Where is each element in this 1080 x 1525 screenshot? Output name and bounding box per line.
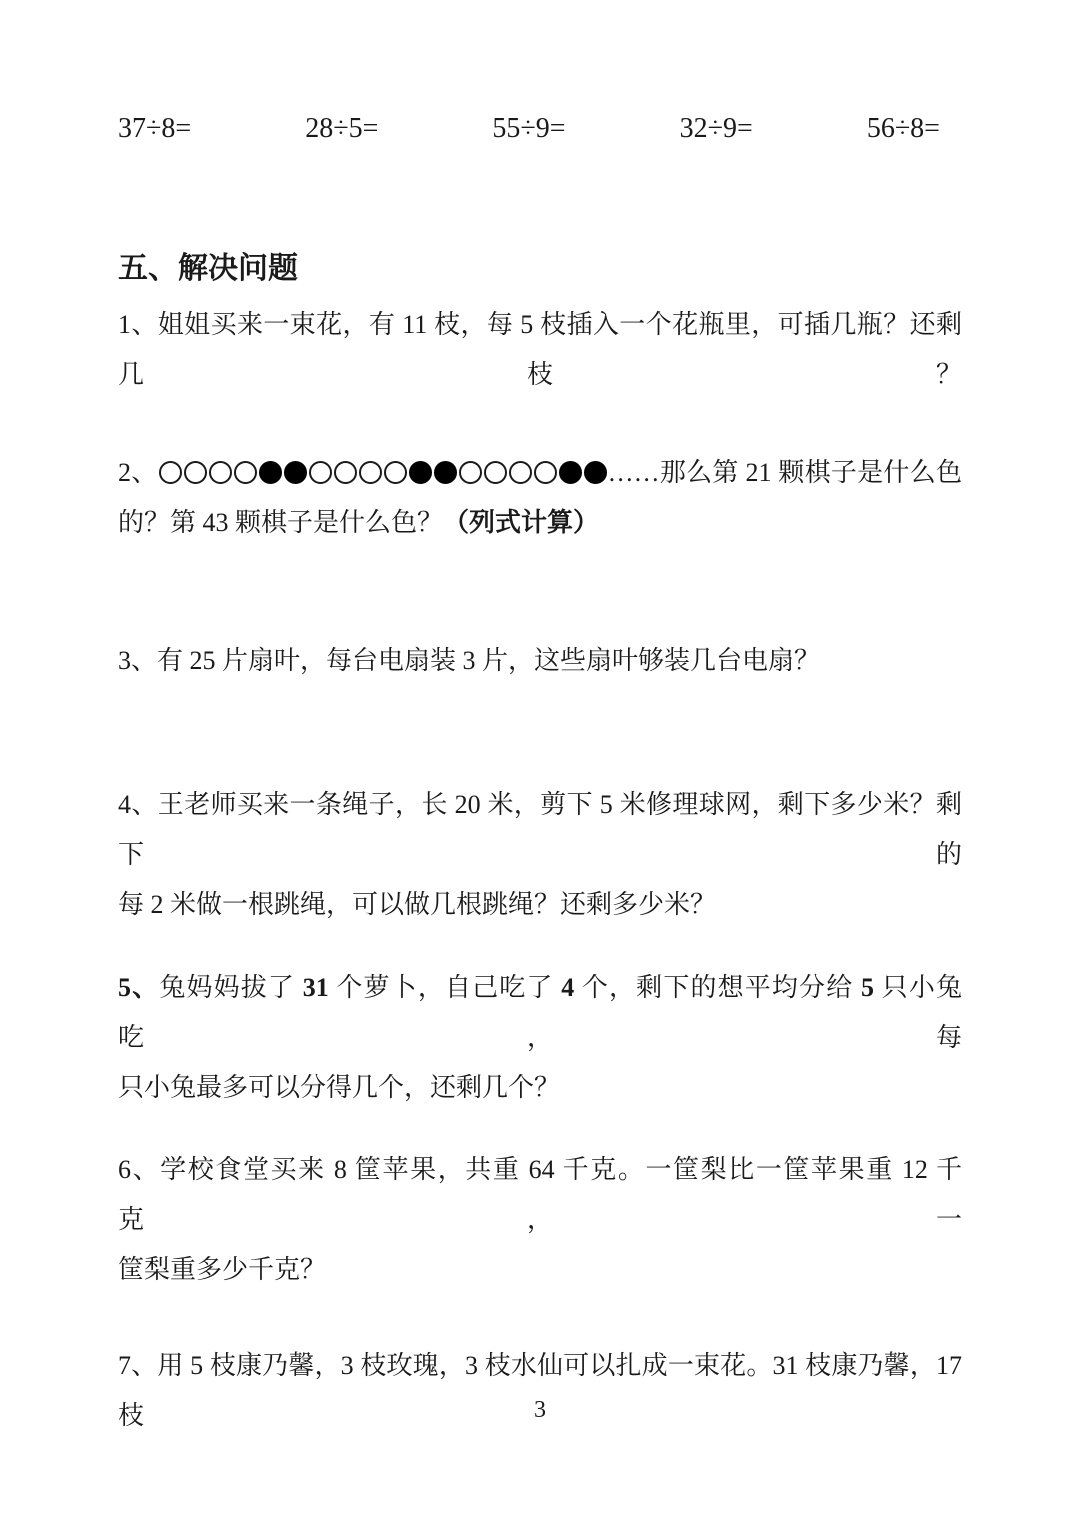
black-piece-icon <box>409 461 432 484</box>
black-piece-icon <box>559 461 582 484</box>
problem-5-value-3: 5 <box>861 973 875 1002</box>
problem-6-line-2: 筐梨重多少千克？ <box>118 1255 327 1284</box>
problem-7-line-1: 7、用 5 枝康乃馨，3 枝玫瑰，3 枝水仙可以扎成一束花。31 枝康乃馨，17 枝 <box>118 1351 962 1430</box>
division-exercises-row <box>118 112 940 146</box>
problem-2-line-2 <box>118 498 962 548</box>
problem-4-line-1: 4、王老师买来一条绳子，长 20 米，剪下 5 米修理球网，剩下多少米？剩下的 <box>118 790 962 869</box>
white-piece-icon <box>209 461 232 484</box>
problem-5-text: 兔妈妈拔了 <box>159 973 303 1002</box>
white-piece-icon <box>309 461 332 484</box>
black-piece-icon <box>259 461 282 484</box>
white-piece-icon <box>384 461 407 484</box>
white-piece-icon <box>484 461 507 484</box>
white-piece-icon <box>534 461 557 484</box>
white-piece-icon <box>184 461 207 484</box>
problem-5 <box>118 963 962 1113</box>
problem-2 <box>118 448 962 548</box>
problem-2-bold-note: （列式计算） <box>443 508 600 537</box>
division-item-3: 55÷9= <box>492 113 566 144</box>
problem-2-line-1 <box>118 448 962 498</box>
problem-5-number: 5、 <box>118 973 160 1002</box>
black-piece-icon <box>434 461 457 484</box>
problem-1-line-1: 1、姐姐买来一束花，有 11 枝，每 5 枝插入一个花瓶里，可插几瓶？还剩几枝？ <box>118 310 962 389</box>
problem-3 <box>118 636 962 686</box>
white-piece-icon <box>159 461 182 484</box>
problem-5-text: 只小兔吃，每 <box>118 973 962 1052</box>
problem-5-value-1: 31 <box>302 973 329 1002</box>
section-heading: 五、解决问题 <box>118 252 298 285</box>
problem-5-value-2: 4 <box>561 973 575 1002</box>
white-piece-icon <box>509 461 532 484</box>
page-number: 3 <box>534 1397 546 1423</box>
white-piece-icon <box>459 461 482 484</box>
problem-5-text: 个萝卜，自己吃了 <box>328 973 562 1002</box>
problem-3-line-1: 3、有 25 片扇叶，每台电扇装 3 片，这些扇叶够装几台电扇？ <box>118 646 821 675</box>
p2-pattern <box>158 458 608 487</box>
problem-4-line-2: 每 2 米做一根跳绳，可以做几根跳绳？还剩多少米？ <box>118 890 717 919</box>
problem-4 <box>118 780 962 930</box>
white-piece-icon <box>334 461 357 484</box>
division-item-4: 32÷9= <box>679 113 753 144</box>
problem-6-line-1: 6、学校食堂买来 8 筐苹果，共重 64 千克。一筐梨比一筐苹果重 12 千克，一 <box>118 1155 962 1234</box>
problem-2-question: ……那么第 21 颗棋子是什么色 <box>607 458 962 487</box>
white-piece-icon <box>234 461 257 484</box>
black-piece-icon <box>584 461 607 484</box>
white-piece-icon <box>359 461 382 484</box>
black-piece-icon <box>284 461 307 484</box>
division-item-1: 37÷8= <box>118 113 192 144</box>
problem-2-line-2-text: 的？第 43 颗棋子是什么色？ <box>118 508 444 537</box>
problem-2-prefix: 2、 <box>118 458 158 487</box>
problem-7 <box>118 1341 962 1441</box>
problem-5-text: 个，剩下的想平均分给 <box>574 973 862 1002</box>
division-item-2: 28÷5= <box>305 113 379 144</box>
division-item-5: 56÷8= <box>866 113 940 144</box>
problem-5-line-1 <box>118 963 962 1063</box>
problem-1 <box>118 300 962 400</box>
problem-6 <box>118 1145 962 1295</box>
problem-5-line-2: 只小兔最多可以分得几个，还剩几个？ <box>118 1073 561 1102</box>
